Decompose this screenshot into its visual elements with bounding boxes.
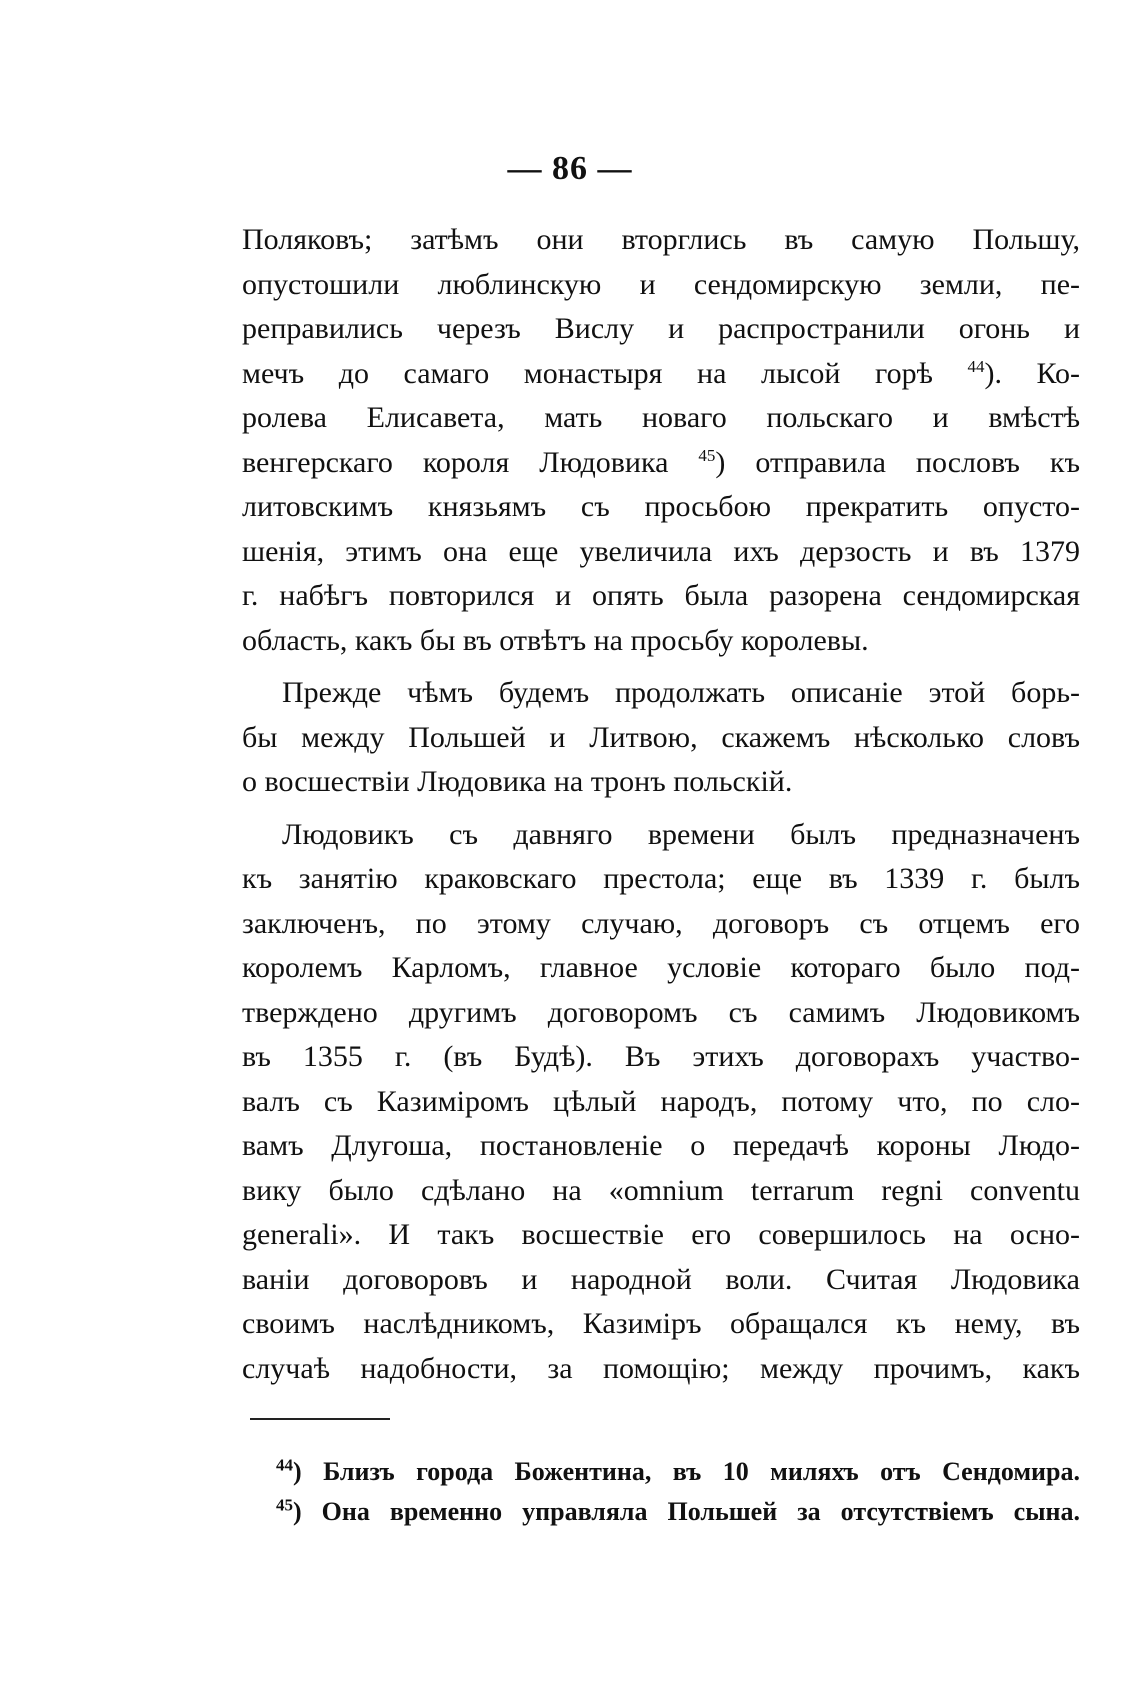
text-line: Людовикъ съ давняго времени былъ предназначенъ xyxy=(282,817,1080,851)
text-fragment: ). Ко- xyxy=(984,356,1081,390)
footnote-text: ) Она временно управляла Польшей за отсутствіемъ сына. xyxy=(293,1497,1080,1526)
footnote-ref-44: 44 xyxy=(967,356,985,376)
text-line: о восшествіи Людовика на тронъ польскій. xyxy=(242,765,793,798)
text-fragment: мечъ до самаго монастыря на лысой горѣ xyxy=(242,356,933,390)
text-line: къ занятію краковскаго престола; еще въ 1339 г. былъ xyxy=(242,862,1080,895)
text-line: валъ съ Казиміромъ цѣлый народъ, потому что, по сло- xyxy=(242,1084,1080,1118)
footnote-marker: 44 xyxy=(276,1455,293,1475)
text-line: область, какъ бы въ отвѣтъ на просьбу королевы. xyxy=(242,623,869,657)
footnote-ref-45: 45 xyxy=(698,445,716,465)
main-text xyxy=(242,218,1080,1399)
footnotes xyxy=(276,1452,1080,1532)
footnote-45 xyxy=(276,1492,1080,1532)
text-fragment: ) отправила пословъ къ xyxy=(715,445,1081,479)
footnote-text: ) Близъ города Божентина, въ 10 миляхъ отъ Сендомира. xyxy=(293,1457,1080,1486)
text-line-with-ref-44 xyxy=(242,352,1080,397)
text-line: своимъ наслѣдникомъ, Казиміръ обращался къ нему, въ xyxy=(242,1307,1080,1340)
text-line: вамъ Длугоша, постановленіе о передачѣ короны Людо- xyxy=(242,1129,1080,1162)
text-line: ваніи договоровъ и народной воли. Считая Людовика xyxy=(242,1262,1080,1296)
text-line: королемъ Карломъ, главное условіе котораго было под- xyxy=(242,951,1080,984)
text-line: Поляковъ; затѣмъ они вторглись въ самую Польшу, xyxy=(242,223,1080,256)
text-line: Прежде чѣмъ будемъ продолжать описаніе этой борь- xyxy=(282,676,1080,709)
text-line: заключенъ, по этому случаю, договоръ съ отцемъ его xyxy=(242,906,1080,940)
text-line: опустошили люблинскую и сендомирскую земли, пе- xyxy=(242,267,1080,301)
paragraph-2 xyxy=(242,671,1080,805)
paragraph-3 xyxy=(242,813,1080,1392)
text-line: generali». И такъ восшествіе его совершилось на осно- xyxy=(242,1218,1080,1251)
paragraph-1 xyxy=(242,218,1080,663)
text-line: вику было сдѣлано на «omnium terrarum regni conventu xyxy=(242,1173,1080,1207)
text-line: бы между Польшей и Литвою, скажемъ нѣсколько словъ xyxy=(242,720,1080,754)
text-fragment: венгерскаго короля Людовика xyxy=(242,445,669,479)
text-line: шенія, этимъ она еще увеличила ихъ дерзость и въ 1379 xyxy=(242,534,1080,568)
page-number: — 86 — xyxy=(507,150,633,187)
text-line: ролева Елисавета, мать новаго польскаго и вмѣстѣ xyxy=(242,401,1080,434)
text-line: г. набѣгъ повторился и опять была разорена сендомирская xyxy=(242,579,1080,612)
footnote-44 xyxy=(276,1452,1080,1492)
text-line: въ 1355 г. (въ Будѣ). Въ этихъ договорахъ участво- xyxy=(242,1040,1080,1073)
text-line: случаѣ надобности, за помощію; между прочимъ, какъ xyxy=(242,1351,1080,1385)
footnote-marker: 45 xyxy=(276,1495,293,1515)
text-line: литовскимъ князьямъ съ просьбою прекратить опусто- xyxy=(242,490,1080,523)
footnote-divider xyxy=(250,1418,390,1420)
text-line-with-ref-45 xyxy=(242,441,1080,486)
text-line: тверждено другимъ договоромъ съ самимъ Людовикомъ xyxy=(242,995,1080,1029)
text-line: реправились черезъ Вислу и распространили огонь и xyxy=(242,312,1080,345)
